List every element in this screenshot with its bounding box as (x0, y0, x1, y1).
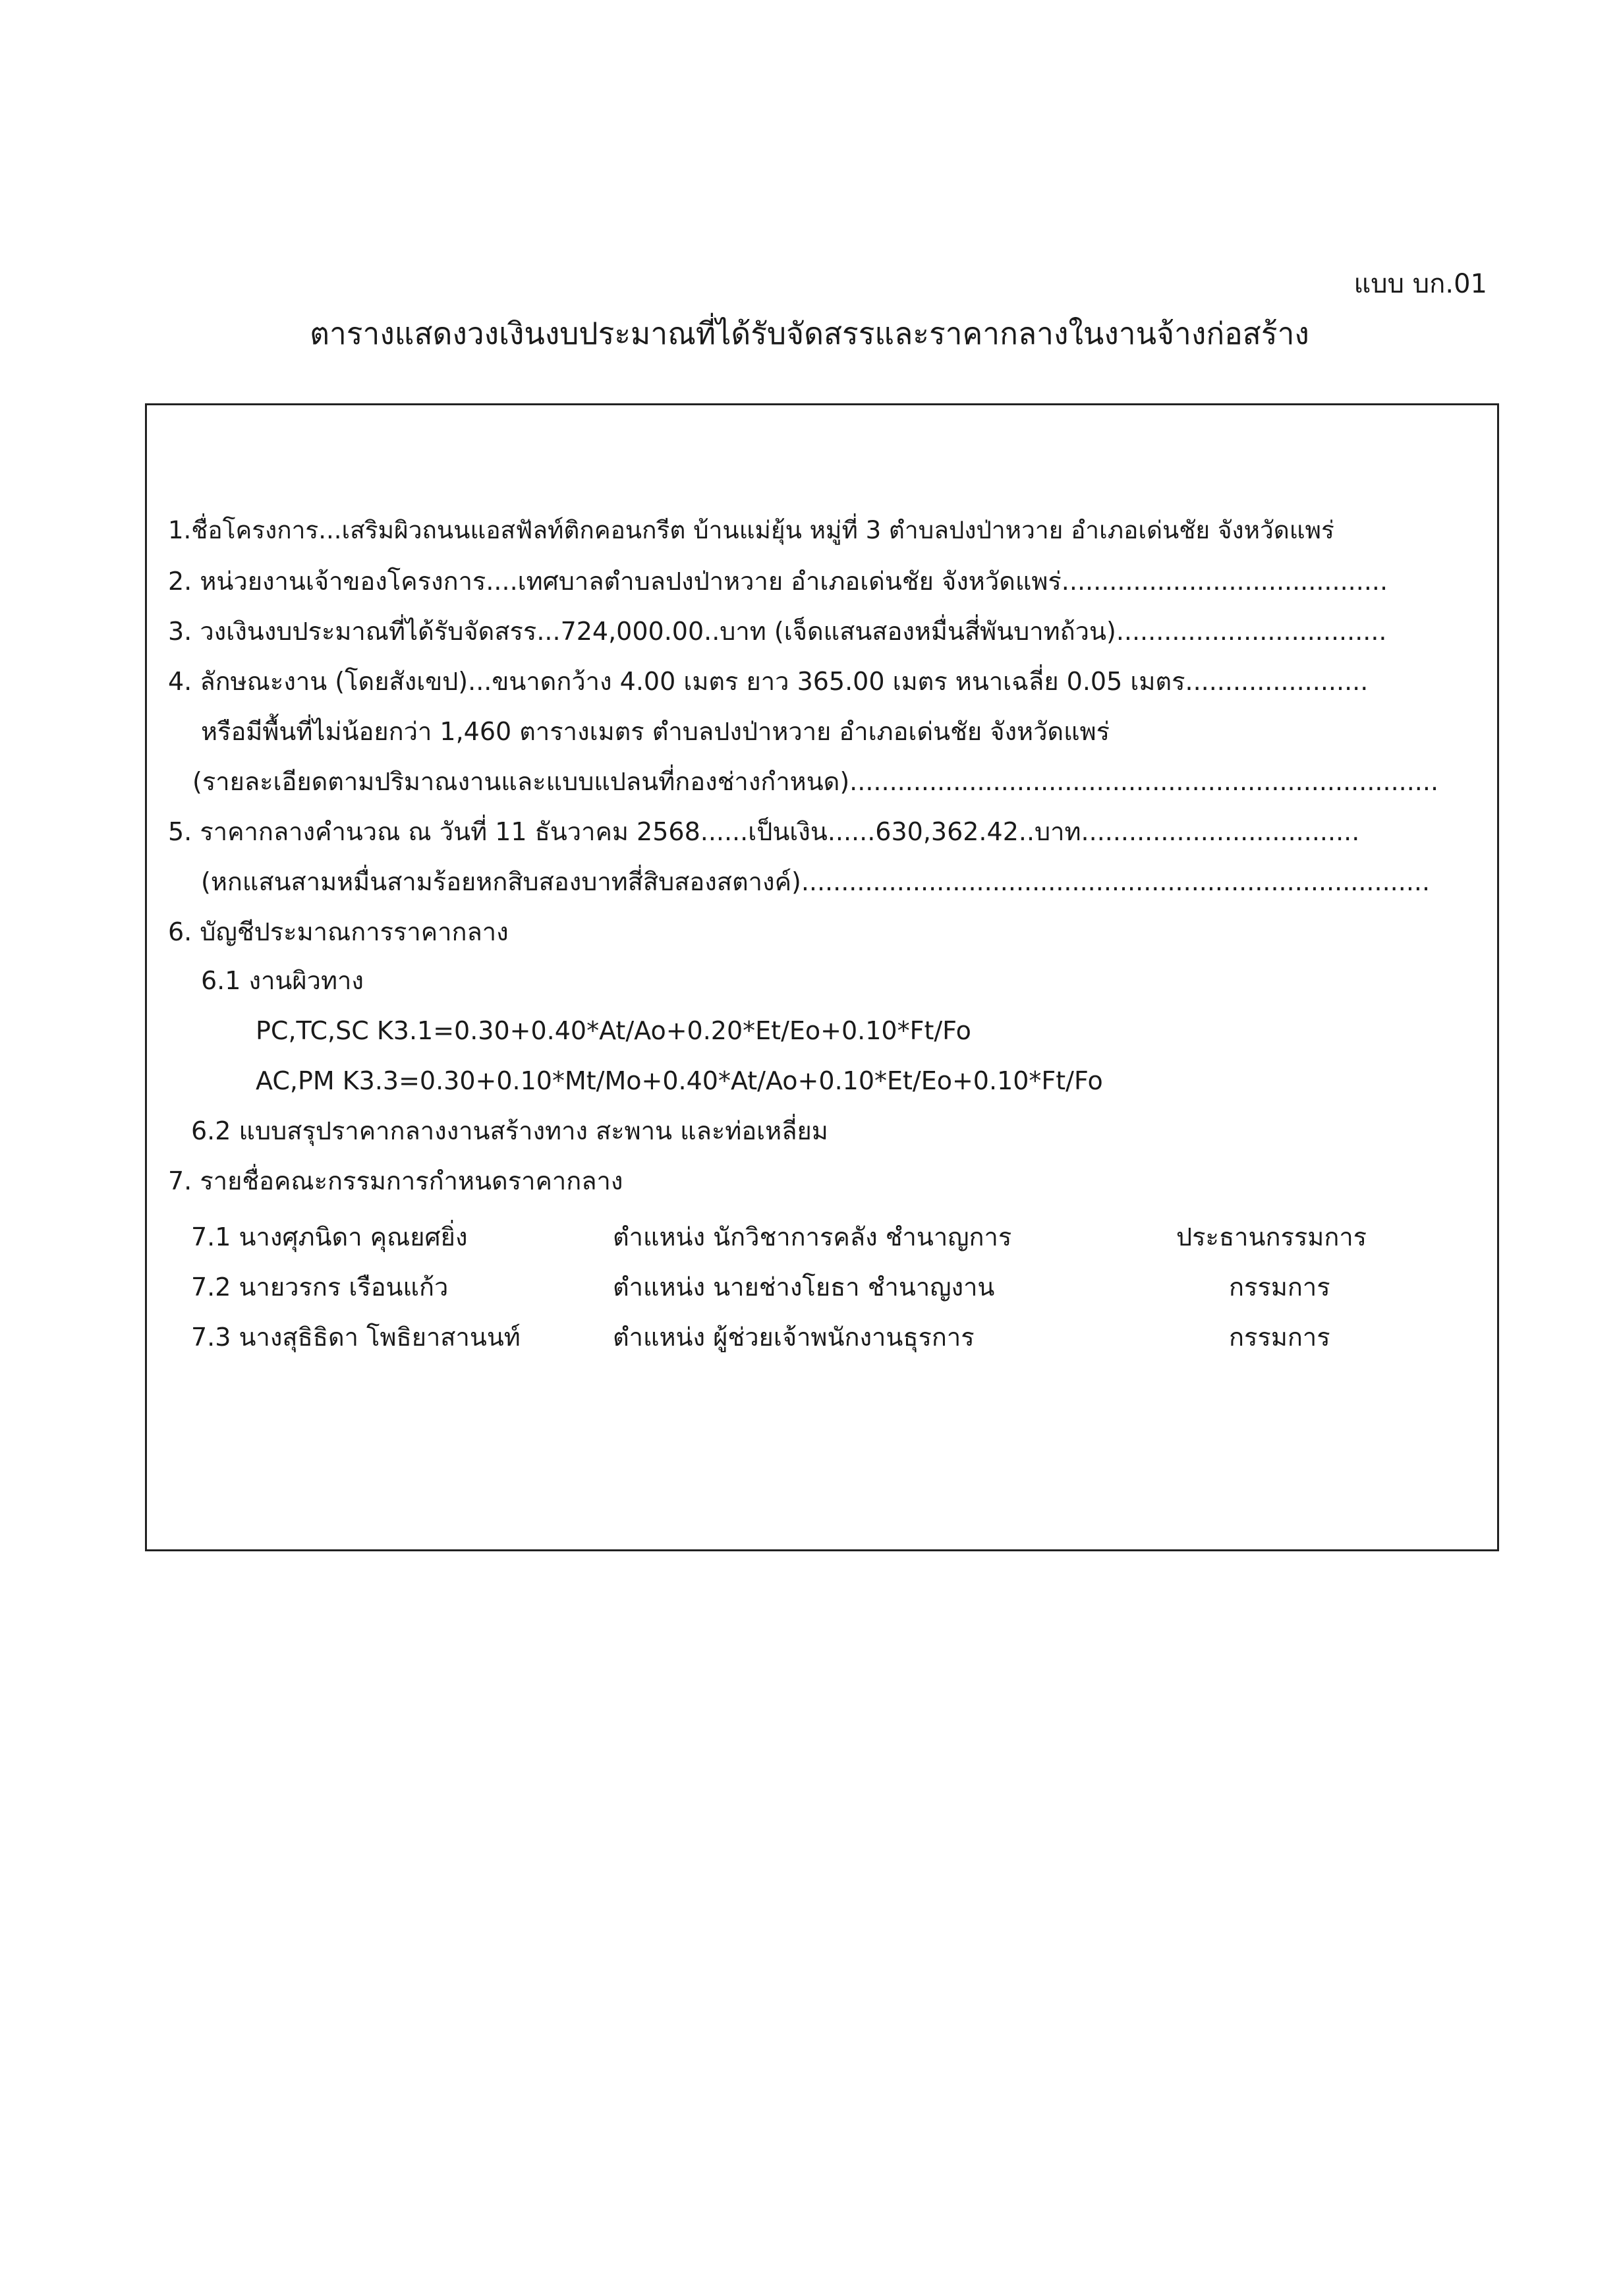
committee-member-role: กรรมการ (1229, 1273, 1330, 1302)
committee-member-position: ตำแหน่ง ผู้ช่วยเจ้าพนักงานธุรการ (613, 1323, 975, 1352)
item-work-area: หรือมีพื้นที่ไม่น้อยกว่า 1,460 ตารางเมตร ตำบลปงป่าหวาย อำเภอเด่นชัย จังหวัดแพร่ (201, 717, 1110, 746)
item-median-price: 5. ราคากลางคำนวณ ณ วันที่ 11 ธันวาคม 2568......เป็นเงิน......630,362.42..บาท................................... (168, 817, 1360, 846)
item-estimate-heading: 6. บัญชีประมาณการราคากลาง (168, 917, 509, 946)
item-owner-agency: 2. หน่วยงานเจ้าของโครงการ....เทศบาลตำบลปงป่าหวาย อำเภอเด่นชัย จังหวัดแพร่......................................... (168, 567, 1388, 596)
item-road-work: 6.1 งานผิวทาง (201, 966, 364, 995)
committee-member-name: 7.1 นางศุภนิดา คุณยศยิ่ง (191, 1222, 468, 1251)
committee-member-role: กรรมการ (1229, 1323, 1330, 1352)
item-work-description: 4. ลักษณะงาน (โดยสังเขป)...ขนาดกว้าง 4.00 เมตร ยาว 365.00 เมตร หนาเฉลี่ย 0.05 เมตร....................... (168, 667, 1369, 696)
item-work-detail-note: (รายละเอียดตามปริมาณงานและแบบแปลนที่กองช่างกำหนด).......................................................................... (192, 767, 1439, 796)
form-code: แบบ บก.01 (1353, 269, 1487, 299)
committee-member-position: ตำแหน่ง นายช่างโยธา ชำนาญงาน (613, 1273, 995, 1302)
item-median-price-words: (หกแสนสามหมื่นสามร้อยหกสิบสองบาทสี่สิบสองสตางค์)............................................................................... (201, 867, 1431, 896)
formula-ac-pm: AC,PM K3.3=0.30+0.10*Mt/Mo+0.40*At/Ao+0.10*Et/Eo+0.10*Ft/Fo (256, 1066, 1103, 1095)
item-budget: 3. วงเงินงบประมาณที่ได้รับจัดสรร...724,000.00..บาท (เจ็ดแสนสองหมื่นสี่พันบาทถ้วน).................................. (168, 617, 1387, 646)
committee-member-role: ประธานกรรมการ (1176, 1222, 1367, 1251)
document-title: ตารางแสดงวงเงินงบประมาณที่ได้รับจัดสรรและราคากลางในงานจ้างก่อสร้าง (310, 316, 1309, 351)
formula-pc-tc-sc: PC,TC,SC K3.1=0.30+0.40*At/Ao+0.20*Et/Eo+0.10*Ft/Fo (256, 1016, 971, 1045)
committee-member-name: 7.3 นางสุธิธิดา โพธิยาสานนท์ (191, 1323, 521, 1352)
item-committee-heading: 7. รายชื่อคณะกรรมการกำหนดราคากลาง (168, 1166, 623, 1195)
committee-member-position: ตำแหน่ง นักวิชาการคลัง ชำนาญการ (613, 1222, 1012, 1251)
item-summary-form: 6.2 แบบสรุปราคากลางงานสร้างทาง สะพาน และท่อเหลี่ยม (191, 1116, 828, 1145)
item-project-name: 1.ชื่อโครงการ...เสริมผิวถนนแอสฟัลท์ติกคอนกรีต บ้านแม่ยุ้น หมู่ที่ 3 ตำบลปงป่าหวาย อำเภอเด่นชัย จังหวัดแพร่ (168, 516, 1334, 544)
committee-member-name: 7.2 นายวรกร เรือนแก้ว (191, 1273, 449, 1302)
